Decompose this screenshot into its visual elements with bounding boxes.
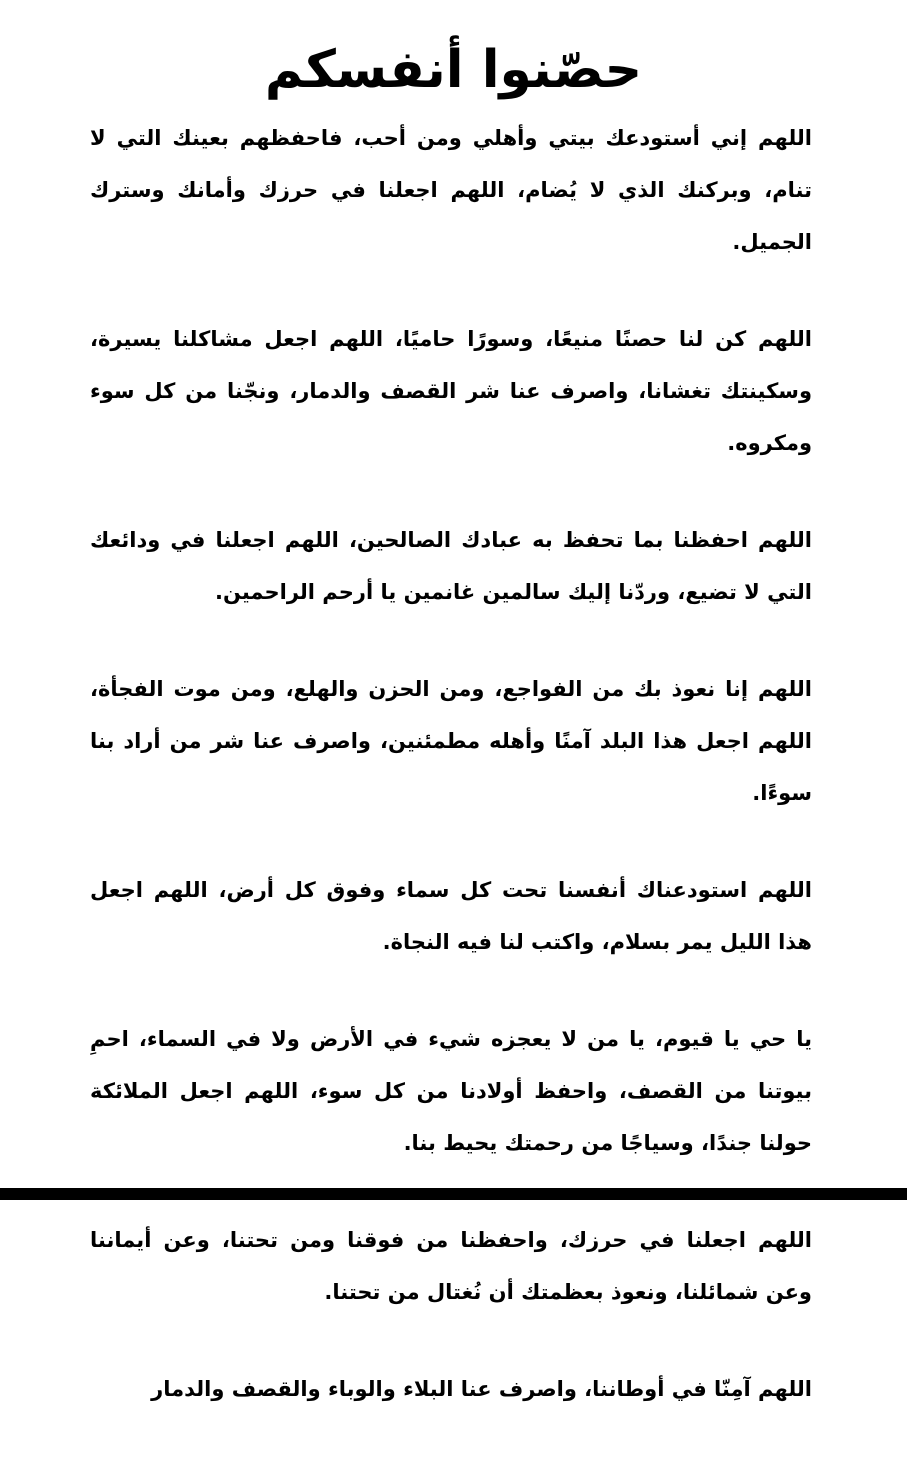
document-body <box>90 112 812 1460</box>
paragraph-8: اللهم آمِنّا في أوطاننا، واصرف عنا البلاء والوباء والقصف والدمار <box>151 1377 812 1401</box>
paragraph-7: اللهم اجعلنا في حرزك، واحفظنا من فوقنا ومن تحتنا، وعن أيماننا وعن شمائلنا، ونعوذ بعظمتك أن نُغتال من تحتنا. <box>90 1228 812 1304</box>
paragraph-5: اللهم استودعناك أنفسنا تحت كل سماء وفوق كل أرض، اللهم اجعل هذا الليل يمر بسلام، واكتب لنا فيه النجاة. <box>90 878 812 954</box>
paragraph-1: اللهم إني أستودعك بيتي وأهلي ومن أحب، فاحفظهم بعينك التي لا تنام، وبركنك الذي لا يُضام، اللهم اجعلنا في حرزك وأمانك وسترك الجميل. <box>90 126 812 254</box>
bottom-edge-bar <box>0 1188 907 1200</box>
paragraph-6: يا حي يا قيوم، يا من لا يعجزه شيء في الأرض ولا في السماء، احمِ بيوتنا من القصف، واحفظ أولادنا من كل سوء، اللهم اجعل الملائكة حولنا جندًا، وسياجًا من رحمتك يحيط بنا. <box>90 1027 812 1155</box>
paragraph-2: اللهم كن لنا حصنًا منيعًا، وسورًا حاميًا، اللهم اجعل مشاكلنا يسيرة، وسكينتك تغشانا، واصرف عنا شر القصف والدمار، ونجّنا من كل سوء ومكروه. <box>90 327 812 455</box>
paragraph-3: اللهم احفظنا بما تحفظ به عبادك الصالحين، اللهم اجعلنا في ودائعك التي لا تضيع، وردّنا إليك سالمين غانمين يا أرحم الراحمين. <box>90 528 812 604</box>
paragraph-4: اللهم إنا نعوذ بك من الفواجع، ومن الحزن والهلع، ومن موت الفجأة، اللهم اجعل هذا البلد آمنًا وأهله مطمئنين، واصرف عنا شر من أراد بنا سوءًا. <box>90 677 812 805</box>
page-title: حصّنوا أنفسكم <box>264 40 643 100</box>
